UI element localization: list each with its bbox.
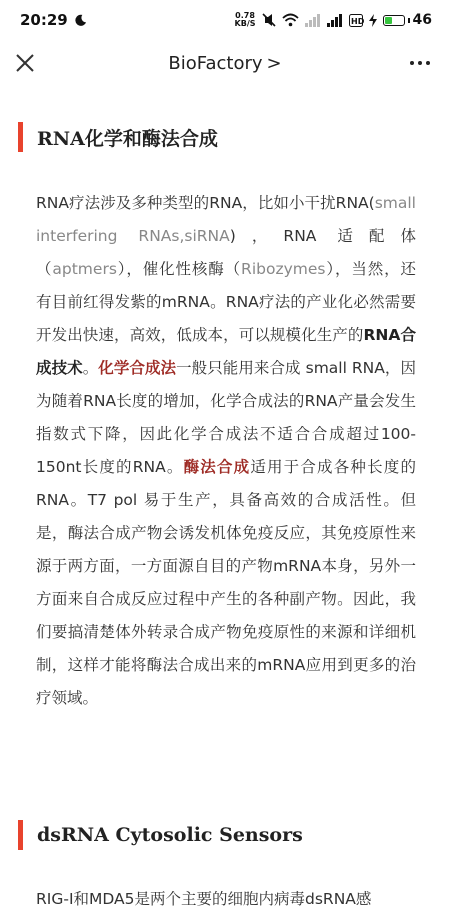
heading-text: dsRNA Cytosolic Sensors <box>37 824 303 846</box>
text-run: )，RNA 适配体（ <box>36 227 416 278</box>
chevron-right-icon: > <box>266 52 282 74</box>
status-time: 20:29 <box>20 11 68 29</box>
battery-fill <box>385 17 393 24</box>
text-run-term: Ribozymes <box>241 260 326 278</box>
net-speed-value: 0.78 <box>235 11 255 20</box>
heading-accent-bar <box>18 122 23 152</box>
more-dot <box>418 61 422 65</box>
text-run: ），催化性核酶（ <box>116 260 242 278</box>
text-run: 一般只能用来合成 small RNA，因为随着RNA长度的增加，化学合成法的RNA产量会发生指数式下降，因此化学合成法不适合合成超过100-150nt长度的RNA。 <box>36 359 416 476</box>
status-right <box>235 12 432 28</box>
text-run: 。 <box>82 359 99 377</box>
text-run-highlight: 酶法合成 <box>183 458 251 476</box>
text-run: 适用于合成各种长度的RNA。T7 pol 易于生产，具备高效的合成活性。但是，酶法合成产物会诱发机体免疫反应，其免疫原性来源于两方面，一方面源自目的产物mRNA本身，另外一方面来自合成反应过程中产生的各种副产物。因此，我们要搞清楚体外转录合成产物免疫原性的来源和详细机制，这样才能将酶法合成出来的mRNA应用到更多的治疗领域。 <box>36 458 416 707</box>
text-run-bold: RNA合成技术 <box>36 326 416 377</box>
battery <box>383 12 432 28</box>
section-heading <box>18 122 218 152</box>
text-run-highlight: 化学合成法 <box>98 359 177 377</box>
close-icon <box>12 50 38 76</box>
nav-title-link[interactable] <box>168 53 281 74</box>
battery-level: 46 <box>412 12 432 28</box>
nav-bar <box>0 40 450 86</box>
text-run-term: small interfering RNAs,siRNA <box>36 194 416 245</box>
more-button[interactable] <box>406 50 434 76</box>
text-run-term: aptmers <box>52 260 117 278</box>
signal-weak-icon <box>305 14 321 27</box>
article-paragraph-partial <box>36 883 416 908</box>
article-paragraph <box>36 187 416 715</box>
wifi-icon <box>282 13 299 27</box>
heading-text: RNA化学和酶法合成 <box>37 127 218 150</box>
signal-icon <box>327 14 343 27</box>
status-bar <box>0 0 450 40</box>
more-dot <box>426 61 430 65</box>
section-heading <box>18 820 303 850</box>
heading-accent-bar <box>18 820 23 850</box>
text-run: RNA疗法涉及多种类型的RNA，比如小干扰RNA( <box>36 194 375 212</box>
status-left <box>20 11 87 29</box>
nav-title: BioFactory <box>168 52 263 74</box>
svg-text:HD: HD <box>350 16 364 26</box>
net-speed <box>235 12 256 28</box>
text-run: ），当然，还有目前红得发紫的mRNA。RNA疗法的产业化必然需要开发出快速，高效，低成本，可以规模化生产的 <box>36 260 416 344</box>
mute-icon <box>262 13 276 27</box>
more-dot <box>410 61 414 65</box>
battery-tip <box>408 18 410 23</box>
moon-icon <box>74 14 87 27</box>
charging-icon <box>369 14 377 27</box>
battery-icon <box>383 15 405 26</box>
text-run: RIG-I和MDA5是两个主要的细胞内病毒dsRNA感 <box>36 890 372 908</box>
net-speed-unit: KB/S <box>234 19 256 28</box>
close-button[interactable] <box>12 50 38 76</box>
hd-icon <box>349 14 363 27</box>
